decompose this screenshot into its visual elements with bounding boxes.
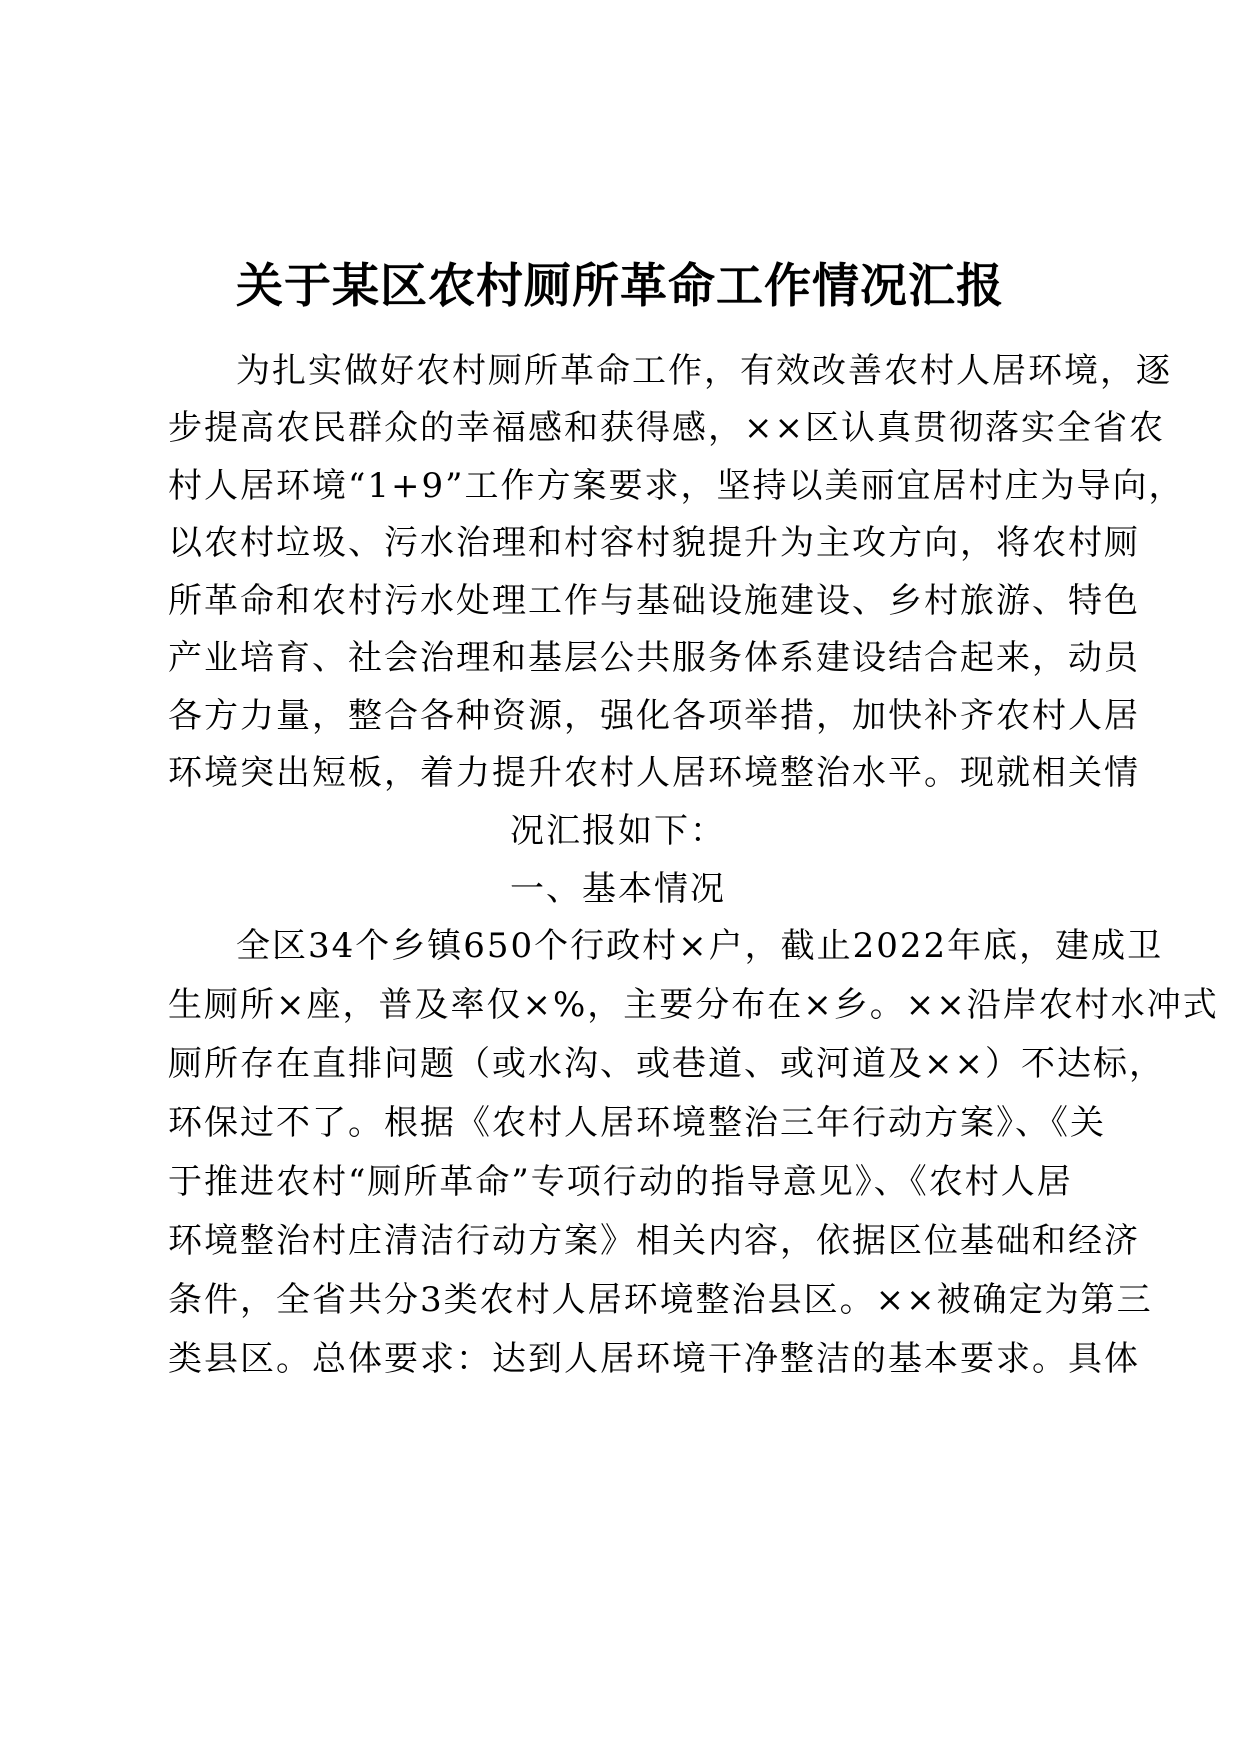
- paragraph-line: 全区34个乡镇650个行政村×户，截止2022年底，建成卫: [236, 926, 1164, 966]
- paragraph-line: 条件，全省共分3类农村人居环境整治县区。××被确定为第三: [168, 1280, 1153, 1320]
- document-title: 关于某区农村厕所革命工作情况汇报: [236, 259, 1004, 314]
- paragraph-line: 各方力量，整合各种资源，强化各项举措，加快补齐农村人居: [168, 696, 1140, 736]
- paragraph-line: 生厕所×座，普及率仅×%，主要分布在×乡。××沿岸农村水冲式: [168, 985, 1219, 1025]
- paragraph-line: 厕所存在直排问题（或水沟、或巷道、或河道及××）不达标，: [168, 1044, 1165, 1084]
- paragraph-line: 以农村垃圾、污水治理和村容村貌提升为主攻方向，将农村厕: [168, 523, 1140, 563]
- paragraph-line: 步提高农民群众的幸福感和获得感，××区认真贯彻落实全省农: [168, 408, 1165, 448]
- section-heading: 一、基本情况: [510, 869, 726, 909]
- paragraph-line: 类县区。总体要求：达到人居环境干净整洁的基本要求。具体: [168, 1339, 1140, 1379]
- paragraph-line: 况汇报如下：: [510, 811, 726, 851]
- paragraph-line: 所革命和农村污水处理工作与基础设施建设、乡村旅游、特色: [168, 581, 1140, 621]
- paragraph-line: 环保过不了。根据《农村人居环境整治三年行动方案》、《关: [168, 1103, 1106, 1143]
- paragraph-line: 为扎实做好农村厕所革命工作，有效改善农村人居环境，逐: [236, 351, 1172, 391]
- paragraph-line: 村人居环境“1+9”工作方案要求，坚持以美丽宜居村庄为导向，: [168, 466, 1185, 506]
- paragraph-line: 环境突出短板，着力提升农村人居环境整治水平。现就相关情: [168, 753, 1140, 793]
- paragraph-line: 环境整治村庄清洁行动方案》相关内容，依据区位基础和经济: [168, 1221, 1140, 1261]
- paragraph-line: 产业培育、社会治理和基层公共服务体系建设结合起来，动员: [168, 638, 1140, 678]
- paragraph-line: 于推进农村“厕所革命”专项行动的指导意见》、《农村人居: [168, 1162, 1073, 1202]
